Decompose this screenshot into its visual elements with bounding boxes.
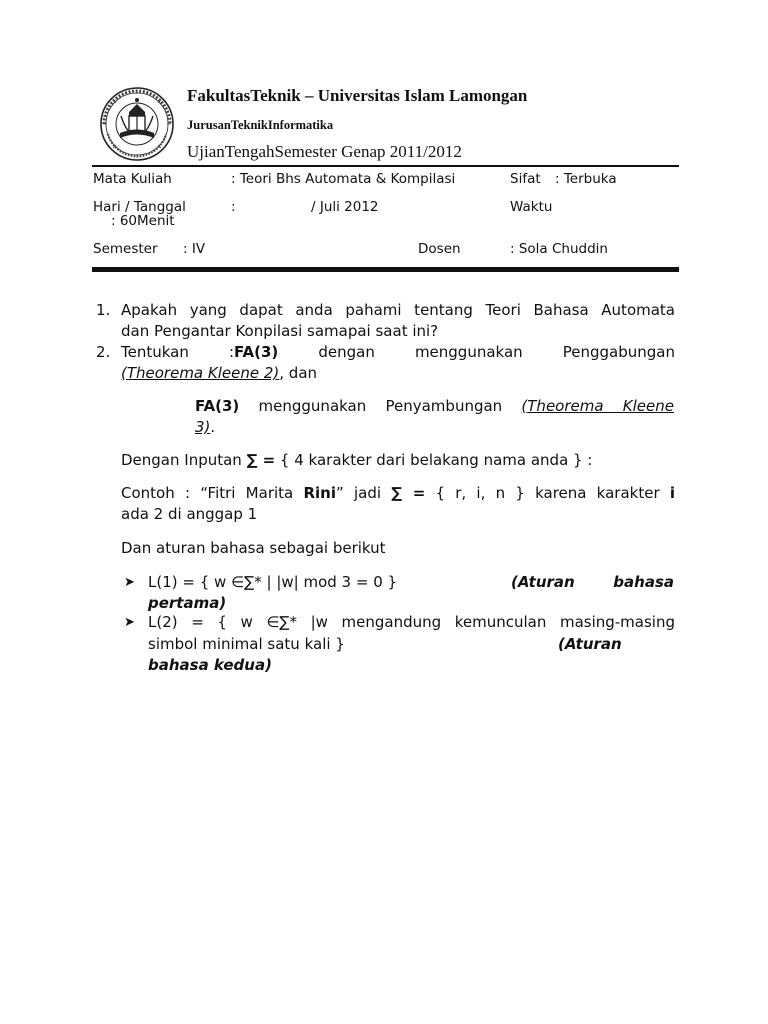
q2-word-dengan: dengan — [318, 343, 375, 361]
department-title: JurusanTeknikInformatika — [187, 118, 334, 132]
rule1-tag-bahasa: bahasa — [613, 573, 674, 591]
arrow-bullet-icon: ➤ — [124, 575, 135, 590]
lecturer-value: : Sola Chuddin — [510, 241, 608, 257]
q2-example-line2: ada 2 di anggap 1 — [121, 505, 258, 523]
q2-sigma: ∑ = — [246, 451, 276, 469]
q1-number: 1. — [96, 301, 111, 319]
q2-dot: . — [210, 418, 216, 436]
rule1-tag-aturan: (Aturan — [511, 573, 575, 591]
q2-kleene2: (Theorema Kleene 2) — [121, 364, 280, 382]
q2-input-post: { 4 karakter dari belakang nama anda } : — [275, 451, 593, 469]
time-label: Waktu — [510, 199, 553, 215]
q2-kleene3-line — [195, 417, 215, 439]
q2-fa3-second: FA(3) — [195, 397, 240, 415]
rule1-tag — [511, 572, 674, 594]
q1-line2: dan Pengantar Konpilasi samapai saat ini? — [121, 322, 439, 340]
date-label: Hari / Tanggal — [93, 199, 186, 215]
q2-line2 — [121, 363, 317, 385]
q2-contoh-post: { r, i, n } karena karakter — [425, 484, 670, 502]
q2-colon: : — [228, 343, 234, 361]
nature-label: Sifat — [510, 171, 541, 187]
university-seal-icon — [92, 86, 182, 162]
semester-label: Semester — [93, 241, 158, 257]
q2-fa3: FA(3) — [234, 343, 279, 361]
time-value: : 60Menit — [111, 213, 175, 229]
q2-rules-intro: Dan aturan bahasa sebagai berikut — [121, 539, 386, 557]
exam-title: UjianTengahSemester Genap 2011/2012 — [187, 142, 462, 161]
header-divider — [92, 165, 679, 167]
rule2-tag-aturan: (Aturan — [558, 635, 622, 653]
q2-input-pre: Dengan Inputan — [121, 451, 247, 469]
q2-kleene3b: 3) — [195, 418, 211, 436]
q2-word-tentukan: Tentukan — [121, 343, 189, 361]
lecturer-label: Dosen — [418, 241, 461, 257]
date-colon: : — [231, 199, 236, 215]
date-value: / Juli 2012 — [311, 199, 379, 215]
course-label: Mata Kuliah — [93, 171, 172, 187]
q2-number: 2. — [96, 343, 111, 361]
q2-line1 — [121, 342, 675, 364]
q2-fa3-line — [195, 396, 674, 418]
q2-word-menggunakan: menggunakan — [414, 343, 523, 361]
q2-contoh-mid: ” jadi — [335, 484, 392, 502]
q2-contoh-sigma: ∑ = — [391, 484, 426, 502]
q2-dan: , dan — [279, 364, 318, 382]
faculty-title: FakultasTeknik – Universitas Islam Lamongan — [187, 86, 528, 105]
q2-contoh-name: Rini — [303, 484, 336, 502]
rule2-line1: L(2) = { w ∈∑* |w mengandung kemunculan masing-masing — [148, 613, 675, 631]
q2-input-line — [121, 450, 592, 472]
rule2-line2: simbol minimal satu kali } — [148, 635, 345, 653]
arrow-bullet-icon: ➤ — [124, 615, 135, 630]
course-value: : Teori Bhs Automata & Kompilasi — [231, 171, 456, 187]
meta-divider — [92, 267, 679, 272]
q2-fa3-ref — [229, 342, 278, 364]
rule1-text: L(1) = { w ∈∑* | |w| mod 3 = 0 } — [148, 573, 398, 591]
q2-penyambungan: menggunakan Penyambungan — [239, 397, 522, 415]
q2-word-penggabungan: Penggabungan — [562, 343, 675, 361]
rule2-tag-kedua: bahasa kedua) — [148, 656, 272, 674]
q2-example-line1 — [121, 483, 675, 505]
q2-kleene3a: (Theorema Kleene — [521, 397, 674, 415]
rule1-tag-pertama: pertama) — [148, 594, 227, 612]
semester-value: : IV — [183, 241, 206, 257]
q2-contoh-i: i — [669, 484, 675, 502]
q1-line1: Apakah yang dapat anda pahami tentang Teori Bahasa Automata — [121, 301, 675, 319]
nature-value: : Terbuka — [555, 171, 617, 187]
q2-contoh-pre: Contoh : “Fitri Marita — [121, 484, 304, 502]
